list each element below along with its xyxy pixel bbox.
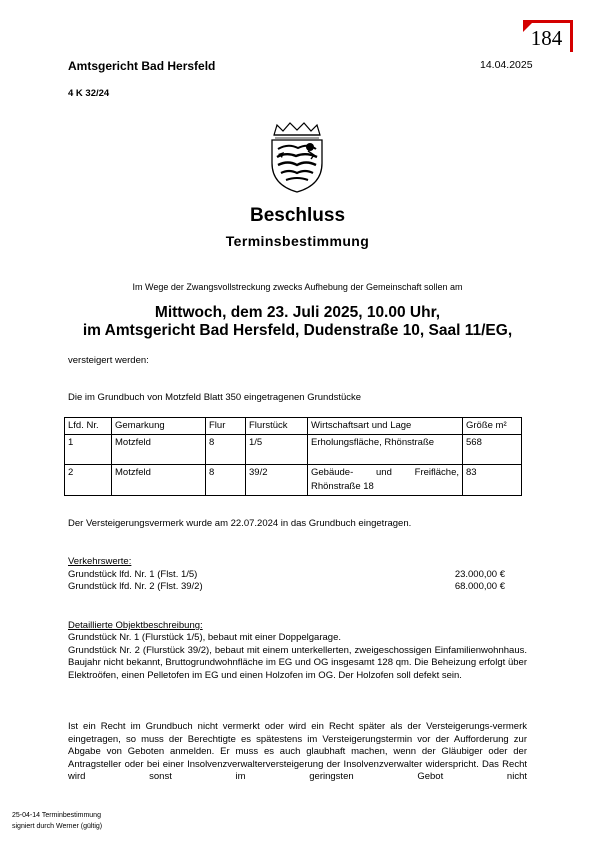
verkehrswert-label: Grundstück lfd. Nr. 1 (Flst. 1/5): [68, 569, 198, 580]
objektbeschreibung-line1: Grundstück Nr. 1 (Flurstück 1/5), bebaut mit einer Doppelgarage.: [68, 632, 341, 643]
table-cell: 2: [65, 465, 112, 496]
table-cell: Motzfeld: [112, 435, 206, 465]
table-cell: 39/2: [246, 465, 308, 496]
rechte-paragraph: [68, 721, 527, 784]
versteigert-text: versteigert werden:: [68, 355, 149, 366]
case-number: 4 K 32/24: [68, 88, 110, 99]
verkehrswert-value: 68.000,00 €: [454, 581, 505, 592]
verkehrswert-value: 23.000,00 €: [454, 569, 505, 580]
hessen-coat-of-arms-icon: [268, 121, 326, 193]
table-cell: 1/5: [246, 435, 308, 465]
objektbeschreibung-text: [68, 632, 527, 682]
table-cell: 8: [206, 465, 246, 496]
table-cell: 8: [206, 435, 246, 465]
termin-location: im Amtsgericht Bad Hersfeld, Dudenstraße 10, Saal 11/EG,: [82, 322, 513, 339]
table-cell: 83: [463, 465, 522, 496]
table-cell: 568: [463, 435, 522, 465]
objektbeschreibung-line2: Grundstück Nr. 2 (Flurstück 39/2), bebaut mit einem unterkellerten, zweigeschossigen Einfamilienwohnhaus. Baujahr nicht bekannt, Bruttogrundwohnfläche im EG und OG insgesamt 128 qm. Die Beheizung erfolgt über Elektroöfen, einen Pelletofen im EG und einen Holzofen im OG. Der Holzofen soll defekt sein.: [68, 644, 527, 681]
page-number: 184: [523, 20, 573, 52]
objektbeschreibung-heading: Detaillierte Objektbeschreibung:: [68, 620, 203, 631]
table-cell: Gebäude- und Freifläche, Rhönstraße 18: [308, 465, 463, 496]
table-header-row: [65, 418, 522, 435]
intro-text: Im Wege der Zwangsvollstreckung zwecks Aufhebung der Gemeinschaft sollen am: [132, 282, 463, 292]
table-header-cell: Lfd. Nr.: [65, 418, 112, 435]
verkehrswert-label: Grundstück lfd. Nr. 2 (Flst. 39/2): [68, 581, 203, 592]
court-name: Amtsgericht Bad Hersfeld: [68, 59, 216, 73]
page-number-corner: [523, 20, 535, 32]
document-date: 14.04.2025: [480, 59, 533, 71]
table-cell: 1: [65, 435, 112, 465]
vermerk-text: Der Versteigerungsvermerk wurde am 22.07.2024 in das Grundbuch eingetragen.: [68, 518, 412, 529]
signature-footer: [12, 810, 102, 832]
termin-date: Mittwoch, dem 23. Juli 2025, 10.00 Uhr,: [154, 304, 441, 321]
document-title: Beschluss: [249, 205, 346, 226]
table-header-cell: Flurstück: [246, 418, 308, 435]
table-cell: Motzfeld: [112, 465, 206, 496]
verkehrswerte-heading: Verkehrswerte:: [68, 556, 132, 567]
table-header-cell: Gemarkung: [112, 418, 206, 435]
document-subtitle: Terminsbestimmung: [225, 233, 370, 249]
footer-document-name: 25-04-14 Terminbestimmung: [12, 812, 101, 819]
table-header-cell: Größe m²: [463, 418, 522, 435]
table-header-cell: Wirtschaftsart und Lage: [308, 418, 463, 435]
table-row: [65, 465, 522, 496]
property-table: [64, 417, 522, 496]
table-header-cell: Flur: [206, 418, 246, 435]
table-cell: Erholungsfläche, Rhönstraße: [308, 435, 463, 465]
table-row: [65, 435, 522, 465]
grundbuch-intro: Die im Grundbuch von Motzfeld Blatt 350 eingetragenen Grundstücke: [68, 392, 362, 403]
footer-signature: signiert durch Werner (gültig): [12, 823, 103, 830]
rechte-text: Ist ein Recht im Grundbuch nicht vermerkt oder wird ein Recht später als der Versteigerungs-vermerk eingetragen, so muss der Berechtigte es spätestens im Versteigerungstermin vor der Aufforderung zur Abgabe von Geboten anmelden. Er muss es auch glaubhaft machen, wenn der Gläubiger oder der Antragsteller oder bei einer Insolvenzverwalterversteigerung der Insolvenzverwalter widerspricht. Das Recht wird sonst im geringsten Gebot nicht: [68, 721, 527, 782]
